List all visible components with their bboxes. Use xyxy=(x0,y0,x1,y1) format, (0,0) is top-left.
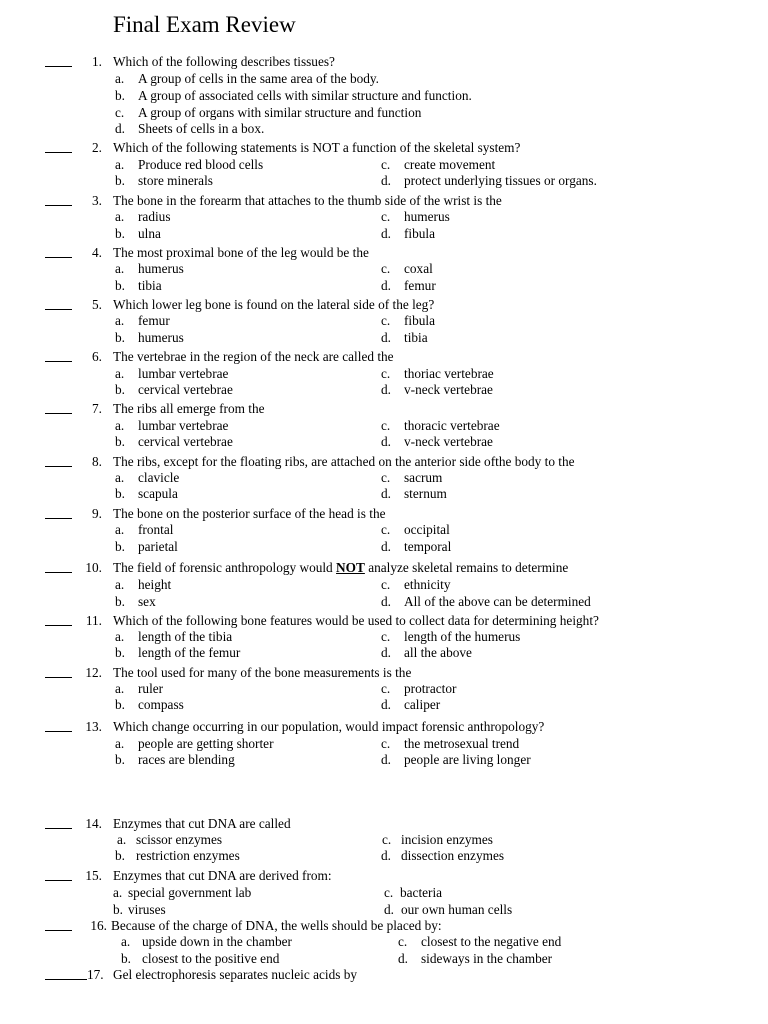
answer-blank[interactable] xyxy=(45,413,72,414)
question-text: The ribs, except for the floating ribs, are attached on the anterior side ofthe body to the xyxy=(113,454,575,469)
option-text: temporal xyxy=(404,539,452,554)
answer-blank[interactable] xyxy=(45,66,72,67)
option-letter: c. xyxy=(384,885,394,900)
answer-blank[interactable] xyxy=(45,880,72,881)
question-text: The most proximal bone of the leg would be the xyxy=(113,245,369,260)
option-text: femur xyxy=(404,278,436,293)
option-text: fibula xyxy=(404,226,436,241)
option-letter: c. xyxy=(381,313,391,328)
question-number: 9. xyxy=(92,506,102,521)
option-text: the metrosexual trend xyxy=(404,736,520,751)
emphasis-not: NOT xyxy=(336,560,365,575)
option-text: protractor xyxy=(404,681,457,696)
option-letter: a. xyxy=(115,313,125,328)
option-text: frontal xyxy=(138,522,174,537)
question-number: 12. xyxy=(85,665,102,680)
option-letter: a. xyxy=(115,629,125,644)
option-letter: a. xyxy=(115,736,125,751)
option-text: femur xyxy=(138,313,170,328)
option-letter: a. xyxy=(113,885,123,900)
question-number: 11. xyxy=(85,613,102,628)
option-letter: a. xyxy=(115,366,125,381)
option-letter: d. xyxy=(381,382,391,397)
option-text: A group of organs with similar structure and function xyxy=(138,105,422,120)
option-text: parietal xyxy=(138,539,178,554)
option-letter: a. xyxy=(115,418,125,433)
answer-blank[interactable] xyxy=(45,677,72,678)
option-letter: b. xyxy=(121,951,131,966)
question-number: 8. xyxy=(92,454,102,469)
option-text: length of the tibia xyxy=(138,629,233,644)
question-text: Which change occurring in our population, would impact forensic anthropology? xyxy=(113,719,545,734)
option-text: scapula xyxy=(138,486,178,501)
question-text: Enzymes that cut DNA are derived from: xyxy=(113,868,332,883)
answer-blank[interactable] xyxy=(45,828,72,829)
option-letter: b. xyxy=(115,434,125,449)
question-number: 1. xyxy=(92,54,102,69)
answer-blank[interactable] xyxy=(45,257,72,258)
option-letter: b. xyxy=(115,539,125,554)
answer-blank[interactable] xyxy=(45,731,72,732)
option-letter: d. xyxy=(384,902,394,917)
option-text: sex xyxy=(138,594,156,609)
option-letter: b. xyxy=(115,752,125,767)
option-text: store minerals xyxy=(138,173,213,188)
option-text: special government lab xyxy=(128,885,252,900)
option-letter: b. xyxy=(115,382,125,397)
option-text: create movement xyxy=(404,157,496,172)
answer-blank[interactable] xyxy=(45,979,87,980)
option-text: lumbar vertebrae xyxy=(138,418,229,433)
question-text: Which lower leg bone is found on the lateral side of the leg? xyxy=(113,297,435,312)
option-letter: c. xyxy=(381,209,391,224)
option-letter: a. xyxy=(115,522,125,537)
option-letter: d. xyxy=(381,330,391,345)
answer-blank[interactable] xyxy=(45,205,72,206)
option-letter: b. xyxy=(115,278,125,293)
option-text: races are blending xyxy=(138,752,235,767)
option-text: scissor enzymes xyxy=(136,832,223,847)
option-letter: a. xyxy=(115,261,125,276)
option-text: humerus xyxy=(404,209,450,224)
option-text: ruler xyxy=(138,681,164,696)
option-text: length of the humerus xyxy=(404,629,521,644)
option-letter: d. xyxy=(381,539,391,554)
option-text: sideways in the chamber xyxy=(421,951,553,966)
option-letter: c. xyxy=(381,736,391,751)
option-text: height xyxy=(138,577,172,592)
option-letter: a. xyxy=(115,71,125,86)
question-text: The bone in the forearm that attaches to the thumb side of the wrist is the xyxy=(113,193,502,208)
option-letter: d. xyxy=(381,486,391,501)
option-letter: b. xyxy=(115,330,125,345)
option-text: bacteria xyxy=(400,885,443,900)
option-letter: d. xyxy=(381,645,391,660)
option-letter: b. xyxy=(115,486,125,501)
option-letter: a. xyxy=(115,470,125,485)
option-letter: c. xyxy=(382,832,392,847)
option-letter: d. xyxy=(381,752,391,767)
option-text: tibia xyxy=(138,278,162,293)
option-letter: a. xyxy=(115,157,125,172)
option-text: Produce red blood cells xyxy=(138,157,264,172)
question-number: 2. xyxy=(92,140,102,155)
option-text: sternum xyxy=(404,486,447,501)
option-letter: d. xyxy=(381,434,391,449)
option-text: our own human cells xyxy=(401,902,513,917)
option-text: incision enzymes xyxy=(401,832,493,847)
option-letter: b. xyxy=(115,697,125,712)
question-number: 16. xyxy=(90,918,107,933)
question-text xyxy=(113,560,568,576)
answer-blank[interactable] xyxy=(45,930,72,931)
option-text: compass xyxy=(138,697,184,712)
option-text: tibia xyxy=(404,330,428,345)
question-text: The ribs all emerge from the xyxy=(113,401,265,416)
question-text: Which of the following bone features would be used to collect data for determining height? xyxy=(113,613,599,628)
option-letter: d. xyxy=(381,848,391,863)
option-text: closest to the positive end xyxy=(142,951,280,966)
option-text: viruses xyxy=(128,902,166,917)
option-letter: b. xyxy=(115,88,125,103)
option-letter: a. xyxy=(117,832,127,847)
option-letter: c. xyxy=(381,470,391,485)
option-text: thoriac vertebrae xyxy=(404,366,494,381)
answer-blank[interactable] xyxy=(45,625,72,626)
answer-blank[interactable] xyxy=(45,518,72,519)
option-letter: b. xyxy=(115,645,125,660)
option-letter: c. xyxy=(115,105,125,120)
option-text: v-neck vertebrae xyxy=(404,382,493,397)
question-text: The tool used for many of the bone measurements is the xyxy=(113,665,412,680)
option-text: A group of cells in the same area of the body. xyxy=(138,71,379,86)
option-text: cervical vertebrae xyxy=(138,382,233,397)
option-letter: d. xyxy=(381,594,391,609)
question-number: 13. xyxy=(85,719,102,734)
option-text: thoracic vertebrae xyxy=(404,418,500,433)
option-text: people are living longer xyxy=(404,752,531,767)
option-text: humerus xyxy=(138,261,184,276)
question-number: 5. xyxy=(92,297,102,312)
page-title: Final Exam Review xyxy=(113,12,296,37)
option-text: v-neck vertebrae xyxy=(404,434,493,449)
option-letter: d. xyxy=(115,121,125,136)
option-text: All of the above can be determined xyxy=(404,594,591,609)
answer-blank[interactable] xyxy=(45,309,72,310)
option-letter: a. xyxy=(121,934,131,949)
option-letter: c. xyxy=(381,681,391,696)
option-text: all the above xyxy=(404,645,472,660)
question-text: The bone on the posterior surface of the head is the xyxy=(113,506,386,521)
question-number: 6. xyxy=(92,349,102,364)
option-text: ethnicity xyxy=(404,577,451,592)
option-text: protect underlying tissues or organs. xyxy=(404,173,597,188)
question-text: The vertebrae in the region of the neck are called the xyxy=(113,349,394,364)
option-text: radius xyxy=(138,209,171,224)
option-letter: a. xyxy=(115,209,125,224)
question-text: Gel electrophoresis separates nucleic acids by xyxy=(113,967,358,982)
question-text-after: analyze skeletal remains to determine xyxy=(364,560,569,575)
option-text: restriction enzymes xyxy=(136,848,240,863)
question-number: 4. xyxy=(92,245,102,260)
answer-blank[interactable] xyxy=(45,572,72,573)
question-number: 17. xyxy=(87,967,104,982)
option-letter: d. xyxy=(381,173,391,188)
option-text: humerus xyxy=(138,330,184,345)
option-text: coxal xyxy=(404,261,433,276)
question-number: 7. xyxy=(92,401,102,416)
answer-blank[interactable] xyxy=(45,466,72,467)
option-text: lumbar vertebrae xyxy=(138,366,229,381)
question-number: 10. xyxy=(85,560,102,575)
option-letter: b. xyxy=(115,226,125,241)
option-letter: c. xyxy=(381,366,391,381)
option-text: closest to the negative end xyxy=(421,934,562,949)
option-text: clavicle xyxy=(138,470,180,485)
option-letter: b. xyxy=(115,173,125,188)
option-letter: c. xyxy=(381,261,391,276)
option-text: cervical vertebrae xyxy=(138,434,233,449)
option-text: occipital xyxy=(404,522,450,537)
answer-blank[interactable] xyxy=(45,152,72,153)
option-text: upside down in the chamber xyxy=(142,934,292,949)
option-letter: c. xyxy=(381,522,391,537)
option-text: A group of associated cells with similar structure and function. xyxy=(138,88,472,103)
question-text: Which of the following describes tissues? xyxy=(113,54,335,69)
option-letter: b. xyxy=(113,902,123,917)
option-text: dissection enzymes xyxy=(401,848,505,863)
question-number: 14. xyxy=(85,816,102,831)
question-text-before: The field of forensic anthropology would xyxy=(113,560,337,575)
question-number: 15. xyxy=(85,868,102,883)
option-text: ulna xyxy=(138,226,161,241)
option-letter: a. xyxy=(115,577,125,592)
option-letter: c. xyxy=(381,577,391,592)
option-letter: d. xyxy=(381,278,391,293)
option-letter: c. xyxy=(398,934,408,949)
option-text: sacrum xyxy=(404,470,443,485)
option-text: Sheets of cells in a box. xyxy=(138,121,265,136)
question-number: 3. xyxy=(92,193,102,208)
option-letter: b. xyxy=(115,848,125,863)
option-letter: d. xyxy=(398,951,408,966)
option-text: people are getting shorter xyxy=(138,736,274,751)
option-letter: b. xyxy=(115,594,125,609)
option-letter: c. xyxy=(381,418,391,433)
question-text: Which of the following statements is NOT a function of the skeletal system? xyxy=(113,140,521,155)
question-text: Enzymes that cut DNA are called xyxy=(113,816,291,831)
option-letter: a. xyxy=(115,681,125,696)
option-letter: c. xyxy=(381,629,391,644)
option-text: fibula xyxy=(404,313,436,328)
option-letter: d. xyxy=(381,697,391,712)
option-letter: c. xyxy=(381,157,391,172)
option-text: length of the femur xyxy=(138,645,241,660)
option-letter: d. xyxy=(381,226,391,241)
answer-blank[interactable] xyxy=(45,361,72,362)
question-text: Because of the charge of DNA, the wells should be placed by: xyxy=(111,918,442,933)
option-text: caliper xyxy=(404,697,441,712)
